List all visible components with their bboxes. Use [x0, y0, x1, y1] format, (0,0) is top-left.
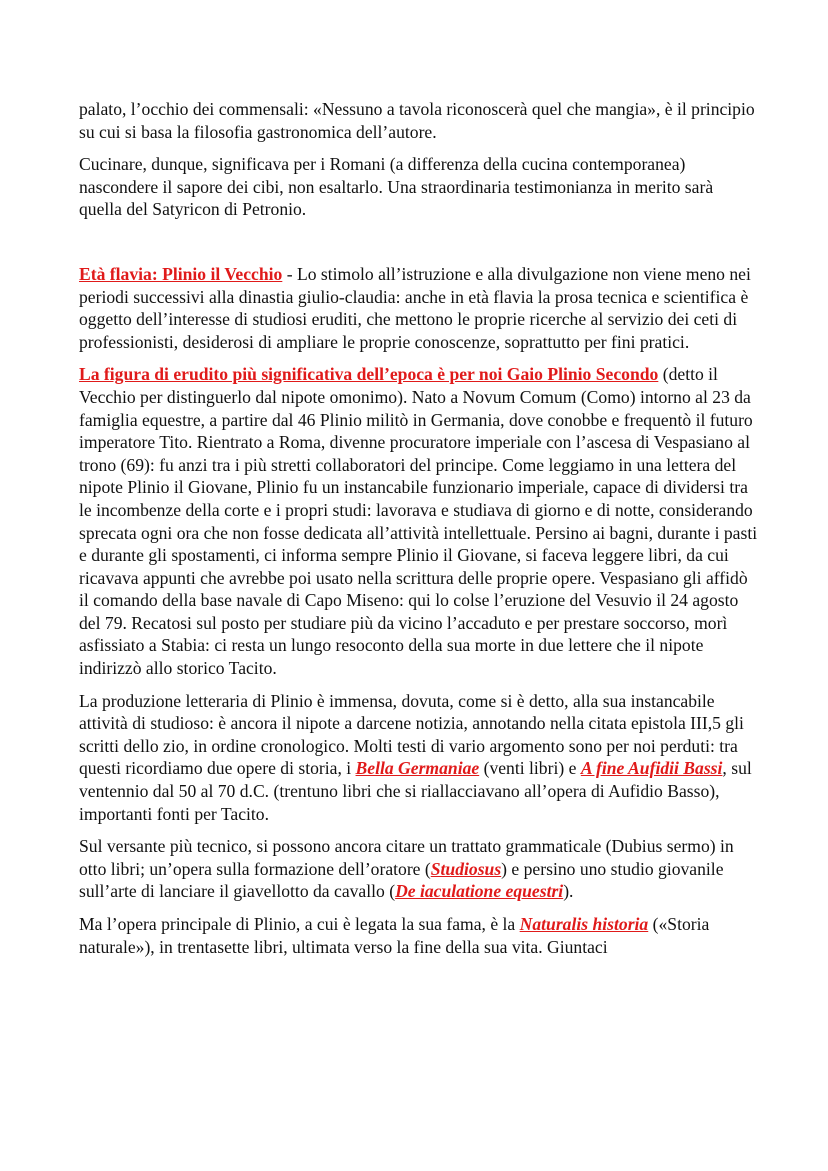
- highlighted-sentence: La figura di erudito più significativa dell’epoca è per noi Gaio Plinio Secondo: [79, 364, 659, 385]
- document-page: [79, 98, 759, 958]
- paragraph-text: ).: [563, 881, 574, 902]
- paragraph-pliny-biography: [79, 363, 759, 679]
- work-title: De iaculatione equestri: [395, 881, 564, 902]
- paragraph-flavian-age: [79, 263, 759, 353]
- paragraph-text: palato, l’occhio dei commensali: «Nessuno a tavola riconoscerà quel che mangia», è il principio su cui si basa la filosofia gastronomica dell’autore.: [79, 99, 755, 142]
- paragraph-gastronomy: [79, 98, 759, 143]
- work-title: A fine Aufidii Bassi: [580, 758, 723, 779]
- paragraph-text: - Lo stimolo all’istruzione e alla divulgazione non viene meno nei periodi successivi alla dinastia giulio-claudia: anche in età flavia la prosa tecnica e scientifica è oggetto dell’interesse di studiosi eruditi, che mettono le proprie ricerche al servizio dei ceti di professionisti, desiderosi di ampliare le proprie conoscenze, soprattutto per fini pratici.: [79, 263, 751, 352]
- paragraph-text: (venti libri) e: [479, 758, 581, 779]
- paragraph-text: («Storia naturale»), in trentasette libri, ultimata verso la fine della sua vita. Giuntaci: [79, 914, 710, 957]
- paragraph-text: ) e persino uno studio giovanile sull’arte di lanciare il giavellotto da cavallo (: [79, 858, 724, 902]
- work-title: Bella Germaniae: [355, 758, 480, 779]
- paragraph-text: , sul ventennio dal 50 al 70 d.C. (trentuno libri che si riallacciavano all’opera di Aufidio Basso), importanti fonti per Tacito.: [79, 758, 752, 824]
- paragraph-technical-works: [79, 835, 759, 903]
- paragraph-naturalis-historia: [79, 913, 759, 958]
- paragraph-text: Cucinare, dunque, significava per i Romani (a differenza della cucina contemporanea) nascondere il sapore dei cibi, non esaltarlo. Una straordinaria testimonianza in merito sarà quella del Satyricon di Petronio.: [79, 154, 714, 220]
- paragraph-text: La produzione letteraria di Plinio è immensa, dovuta, come si è detto, alla sua instancabile attività di studioso: è ancora il nipote a darcene notizia, annotando nella citata epistola III,5 gli scritti dello zio, in ordine cronologico. Molti testi di vario argomento sono per noi perduti: tra questi ricordiamo due opere di storia, i: [79, 690, 744, 779]
- paragraph-cooking: [79, 153, 759, 221]
- work-title: Naturalis historia: [519, 914, 649, 934]
- paragraph-text: (detto il Vecchio per distinguerlo dal nipote omonimo). Nato a Novum Comum (Como) intorno al 23 da famiglia equestre, a partire dal 46 Plinio militò in Germania, dove conobbe e frequentò il futuro imperatore Tito. Rientrato a Roma, divenne procuratore imperiale con l’ascesa di Vespasiano al trono (69): fu anzi tra i più stretti collaboratori del principe. Come leggiamo in una lettera del nipote Plinio il Giovane, Plinio fu un instancabile funzionario imperiale, capace di dividersi tra le incombenze della corte e i propri studi: lavorava e studiava di giorno e di notte, considerando sprecata ogni ora che non fosse dedicata all’attività intellettuale. Persino ai bagni, durante i pasti e durante gli spostamenti, ci informa sempre Plinio il Giovane, si faceva leggere libri, da cui ricavava appunti che avrebbe poi usato nella scrittura delle proprie opere. Vespasiano gli affidò il comando della base navale di Capo Miseno: qui lo colse l’eruzione del Vesuvio il 24 agosto del 79. Recatosi sul posto per studiare più da vicino l’accaduto e per prestare soccorso, morì asfissiato a Stabia: ci resta un lungo resoconto della sua morte in due lettere che il nipote indirizzò allo storico Tacito.: [79, 364, 758, 679]
- paragraph-text: Ma l’opera principale di Plinio, a cui è legata la sua fama, è la: [79, 914, 520, 934]
- paragraph-literary-production: [79, 690, 759, 826]
- paragraph-text: Sul versante più tecnico, si possono ancora citare un trattato grammaticale (Dubius sermo) in otto libri; un’opera sulla formazione dell’oratore (: [79, 836, 734, 879]
- work-title: Studiosus: [430, 858, 502, 879]
- section-heading: Età flavia: Plinio il Vecchio: [79, 263, 283, 284]
